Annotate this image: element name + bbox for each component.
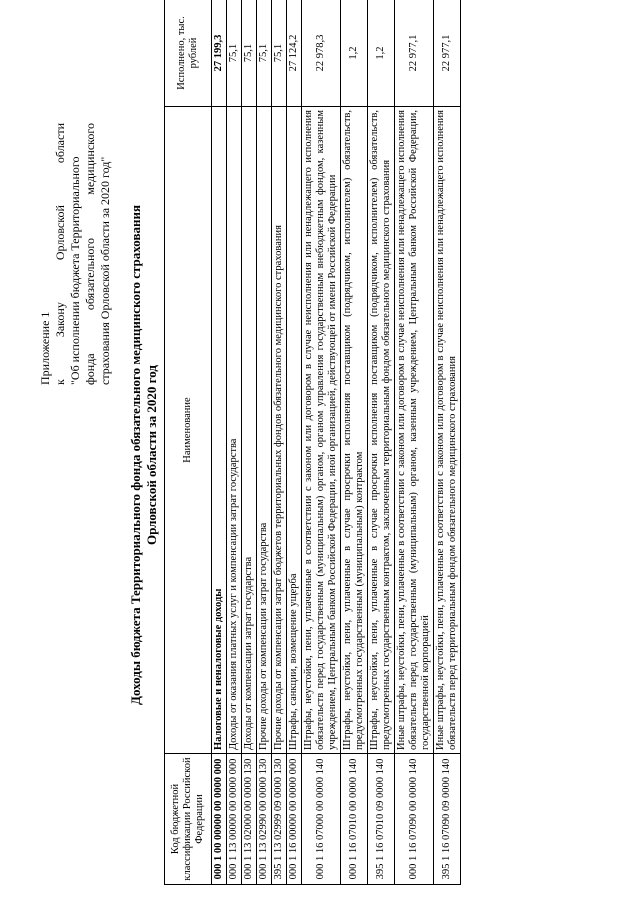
table-row	[287, 0, 302, 885]
header-code: Код бюджетной классификации Российской Федерации	[165, 754, 212, 885]
title-line-1: Доходы бюджета Территориального фонда обязательного медицинского страхования	[128, 205, 143, 705]
appendix-line-5: страхования Орловской области за 2020 год"	[98, 156, 112, 385]
row-name: Иные штрафы, неустойки, пени, уплаченные в соответствии с законом или договором в случае неисполнения или ненадлежащего исполнения обязательств перед территориальным фондом обязательного медицинского страхования	[434, 107, 461, 754]
appendix-word: Закону	[53, 302, 67, 338]
appendix-word: фонда	[83, 353, 97, 385]
table-row	[227, 0, 242, 885]
row-code: 395 1 16 07010 09 0000 140	[368, 754, 395, 885]
table-header-row	[165, 0, 212, 885]
appendix-line-3: "Об исполнении бюджета Территориального	[68, 156, 82, 385]
row-value: 75,1	[257, 0, 272, 107]
row-code: 000 1 16 07000 00 0000 140	[302, 754, 341, 885]
row-name: Штрафы, санкции, возмещение ущерба	[287, 107, 302, 754]
table-row	[257, 0, 272, 885]
row-code: 000 1 16 07010 00 0000 140	[341, 754, 368, 885]
row-code: 000 1 13 02000 00 0000 130	[242, 754, 257, 885]
table-row	[242, 0, 257, 885]
appendix-line-4	[83, 123, 98, 385]
table-row	[272, 0, 287, 885]
appendix-line-2	[53, 123, 68, 385]
row-value: 75,1	[227, 0, 242, 107]
row-code: 000 1 00 00000 00 0000 000	[212, 754, 227, 885]
table-row	[395, 0, 434, 885]
row-value: 27 199,3	[212, 0, 227, 107]
row-value: 22 977,1	[434, 0, 461, 107]
appendix-word: медицинского	[83, 122, 97, 195]
table-row	[302, 0, 341, 885]
header-value: Исполнено, тыс. рублей	[165, 0, 212, 107]
row-name: Штрафы, неустойки, пени, уплаченные в соответствии с законом или договором в случае неисполнения или ненадлежащего исполнения обязательств перед государственным (муниципальным) органом, органом управления государственным внебюджетным фондом, казенным учреждением, Центральным банком Российской Федерации, иной организацией, действующей от имени Российской Федерации	[302, 107, 341, 754]
appendix-note	[38, 123, 113, 385]
table-row	[212, 0, 227, 885]
row-code: 395 1 16 07090 09 0000 140	[434, 754, 461, 885]
row-name: Налоговые и неналоговые доходы	[212, 107, 227, 754]
row-name: Доходы от оказания платных услуг и компенсации затрат государства	[227, 107, 242, 754]
row-code: 395 1 13 02999 09 0000 130	[272, 754, 287, 885]
row-value: 22 978,3	[302, 0, 341, 107]
row-value: 1,2	[368, 0, 395, 107]
row-name: Иные штрафы, неустойки, пени, уплаченные в соответствии с законом или договором в случае неисполнения или ненадлежащего исполнения обязательств перед государственным (муниципальным) органом, казенным учреждением, Центральным банком Российской Федерации, государственной корпорацией	[395, 107, 434, 754]
table-row	[434, 0, 461, 885]
row-value: 1,2	[341, 0, 368, 107]
header-name: Наименование	[165, 107, 212, 754]
appendix-word: Орловской	[53, 205, 67, 261]
table-row	[368, 0, 395, 885]
row-code: 000 1 13 00000 00 0000 000	[227, 754, 242, 885]
row-code: 000 1 16 07090 00 0000 140	[395, 754, 434, 885]
document-title	[128, 95, 160, 815]
row-name: Штрафы, неустойки, пени, уплаченные в случае просрочки исполнения поставщиком (подрядчиком, исполнителем) обязательств, предусмотренных государственным контрактом, заключенным территориальным фондом обязательного медицинского страхования	[368, 107, 395, 754]
row-name: Доходы от компенсации затрат государства	[242, 107, 257, 754]
row-code: 000 1 16 00000 00 0000 000	[287, 754, 302, 885]
appendix-word: обязательного	[83, 237, 97, 311]
row-name: Прочие доходы от компенсации затрат бюджетов территориальных фондов обязательного медицинского страхования	[272, 107, 287, 754]
table-row	[341, 0, 368, 885]
row-code: 000 1 13 02990 00 0000 130	[257, 754, 272, 885]
appendix-word: области	[53, 122, 67, 164]
title-line-2: Орловской области за 2020 год	[144, 365, 159, 545]
row-name: Штрафы, неустойки, пени, уплаченные в случае просрочки исполнения поставщиком (подрядчиком, исполнителем) обязательств, предусмотренных государственным (муниципальным) контрактом	[341, 107, 368, 754]
row-name: Прочие доходы от компенсации затрат государства	[257, 107, 272, 754]
revenue-table	[164, 0, 461, 885]
row-value: 27 124,2	[287, 0, 302, 107]
row-value: 22 977,1	[395, 0, 434, 107]
appendix-word: к	[53, 379, 67, 385]
row-value: 75,1	[242, 0, 257, 107]
appendix-line-1: Приложение 1	[38, 311, 52, 385]
row-value: 75,1	[272, 0, 287, 107]
